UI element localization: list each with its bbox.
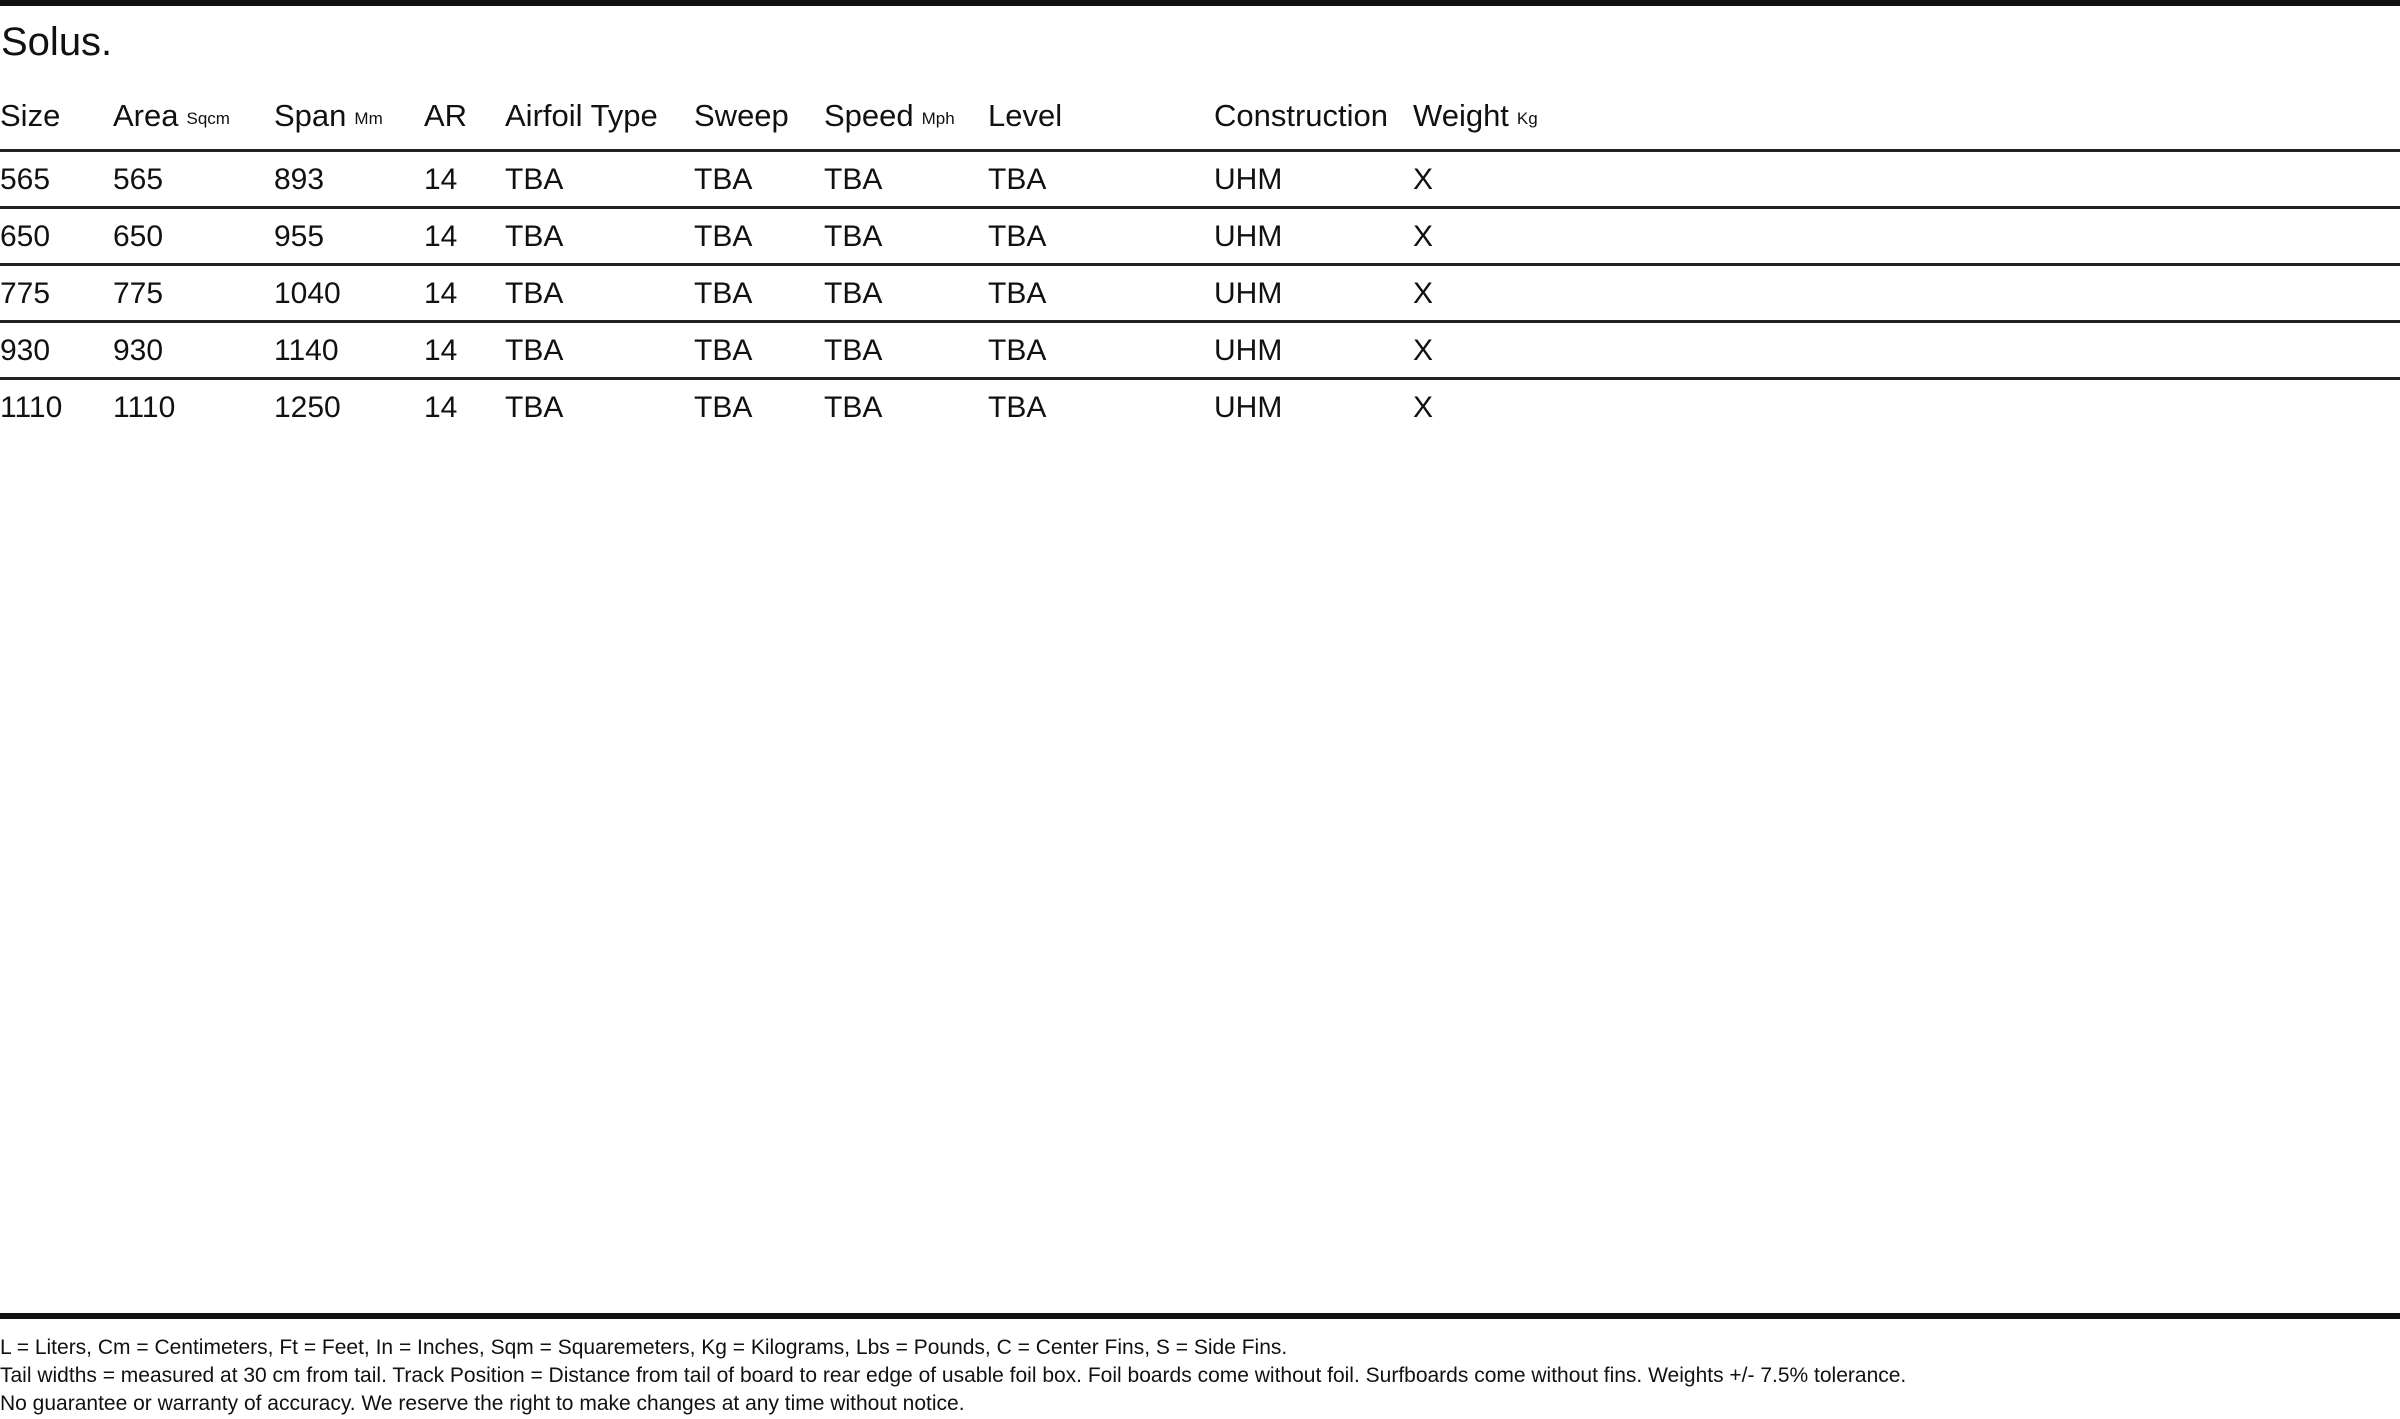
cell-airfoil-type: TBA	[505, 219, 564, 253]
cell-speed: TBA	[824, 333, 883, 367]
cell-airfoil-type: TBA	[505, 276, 564, 310]
table-row	[0, 323, 2400, 380]
header-level	[988, 88, 1062, 152]
header-speed	[824, 88, 955, 152]
cell-level: TBA	[988, 219, 1047, 253]
cell-span: 1140	[274, 333, 339, 367]
header-unit: Kg	[1516, 109, 1538, 128]
cell-ar: 14	[424, 390, 458, 424]
header-airfoil-type	[505, 88, 658, 152]
cell-airfoil-type: TBA	[505, 333, 564, 367]
cell-weight: X	[1413, 333, 1434, 367]
cell-size: 1110	[0, 390, 63, 424]
cell-weight: X	[1413, 276, 1434, 310]
cell-construction: UHM	[1214, 276, 1283, 310]
cell-speed: TBA	[824, 219, 883, 253]
footnote-measurements: Tail widths = measured at 30 cm from tail. Track Position = Distance from tail of board to rear edge of usable foil box. Foil boards come without foil. Surfboards come without fins. Weights +/- 7.5% tolerance.	[0, 1364, 1907, 1387]
cell-area: 650	[113, 219, 164, 253]
header-unit: Mm	[354, 109, 383, 128]
cell-ar: 14	[424, 219, 458, 253]
cell-construction: UHM	[1214, 390, 1283, 424]
cell-level: TBA	[988, 276, 1047, 310]
header-size	[0, 88, 60, 152]
header-label: Speed	[824, 98, 914, 133]
cell-size: 565	[0, 162, 51, 196]
cell-sweep: TBA	[694, 390, 753, 424]
cell-area: 1110	[113, 390, 176, 424]
cell-construction: UHM	[1214, 162, 1283, 196]
cell-airfoil-type: TBA	[505, 390, 564, 424]
cell-size: 775	[0, 276, 51, 310]
cell-span: 955	[274, 219, 325, 253]
cell-airfoil-type: TBA	[505, 162, 564, 196]
cell-construction: UHM	[1214, 219, 1283, 253]
header-sweep	[694, 88, 789, 152]
cell-construction: UHM	[1214, 333, 1283, 367]
header-label: AR	[424, 98, 468, 133]
cell-ar: 14	[424, 276, 458, 310]
table-header-row	[0, 88, 2400, 152]
footnote-disclaimer: No guarantee or warranty of accuracy. We reserve the right to make changes at any time without notice.	[0, 1392, 965, 1415]
cell-span: 893	[274, 162, 325, 196]
page-title: Solus.	[1, 20, 113, 64]
header-label: Sweep	[694, 98, 789, 133]
header-label: Construction	[1214, 98, 1389, 133]
cell-weight: X	[1413, 390, 1434, 424]
cell-level: TBA	[988, 390, 1047, 424]
cell-span: 1250	[274, 390, 341, 424]
top-rule	[0, 0, 2400, 6]
cell-size: 650	[0, 219, 51, 253]
header-label: Span	[274, 98, 347, 133]
cell-speed: TBA	[824, 162, 883, 196]
header-label: Size	[0, 98, 61, 133]
table-row	[0, 152, 2400, 209]
footnotes	[0, 1334, 2400, 1418]
header-label: Area	[113, 98, 179, 133]
cell-ar: 14	[424, 333, 458, 367]
table-row	[0, 266, 2400, 323]
footer-rule	[0, 1313, 2400, 1319]
cell-sweep: TBA	[694, 219, 753, 253]
header-label: Airfoil Type	[505, 98, 658, 133]
header-construction	[1214, 88, 1388, 152]
cell-level: TBA	[988, 333, 1047, 367]
cell-weight: X	[1413, 219, 1434, 253]
cell-sweep: TBA	[694, 276, 753, 310]
header-weight	[1413, 88, 1538, 152]
cell-ar: 14	[424, 162, 458, 196]
cell-size: 930	[0, 333, 51, 367]
header-area	[113, 88, 230, 152]
table-row	[0, 209, 2400, 266]
table-row	[0, 380, 2400, 437]
cell-weight: X	[1413, 162, 1434, 196]
header-unit: Sqcm	[186, 109, 230, 128]
cell-span: 1040	[274, 276, 341, 310]
cell-level: TBA	[988, 162, 1047, 196]
cell-speed: TBA	[824, 390, 883, 424]
header-label: Weight	[1413, 98, 1509, 133]
header-ar	[424, 88, 467, 152]
cell-sweep: TBA	[694, 333, 753, 367]
header-span	[274, 88, 383, 152]
cell-speed: TBA	[824, 276, 883, 310]
header-label: Level	[988, 98, 1063, 133]
spec-table	[0, 88, 2400, 437]
cell-area: 565	[113, 162, 164, 196]
header-unit: Mph	[921, 109, 955, 128]
cell-sweep: TBA	[694, 162, 753, 196]
footnote-abbreviations: L = Liters, Cm = Centimeters, Ft = Feet, In = Inches, Sqm = Squaremeters, Kg = Kilograms, Lbs = Pounds, C = Center Fins, S = Side Fins.	[0, 1336, 1288, 1359]
cell-area: 930	[113, 333, 164, 367]
cell-area: 775	[113, 276, 164, 310]
